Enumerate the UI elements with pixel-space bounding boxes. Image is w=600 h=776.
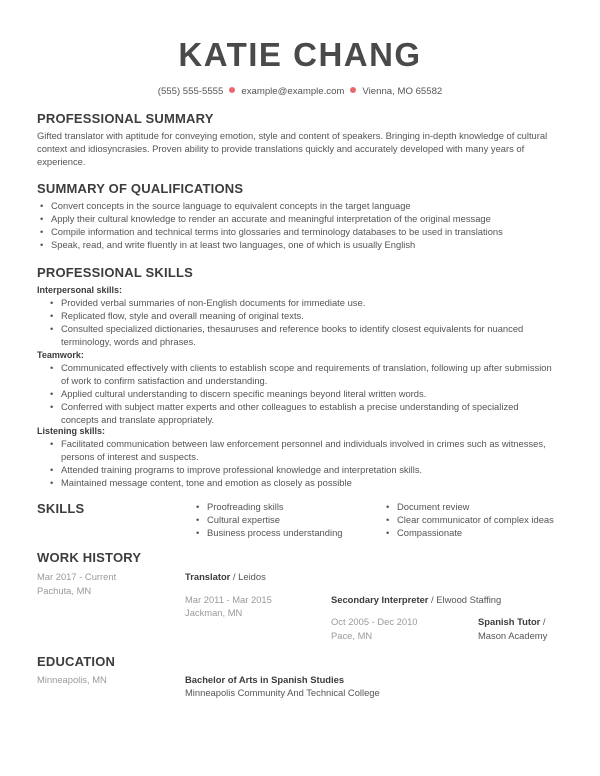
professional-skills-heading: PROFESSIONAL SKILLS	[37, 265, 193, 280]
job-title-line: Spanish Tutor /	[478, 616, 546, 627]
contact-line	[0, 86, 600, 97]
location: Vienna, MO 65582	[362, 86, 443, 97]
job-location: Pace, MN	[331, 630, 373, 641]
list-item: • Attended training programs to improve professional knowledge and interpretation skills.	[47, 463, 546, 476]
phone: (555) 555-5555	[157, 86, 224, 97]
list-item: • Apply their cultural knowledge to render an accurate and meaningful interpretation of the original message	[37, 212, 503, 225]
candidate-name: KATIE CHANG	[178, 36, 422, 73]
list-item: • Compassionate	[383, 526, 554, 539]
list-item: • Convert concepts in the source language to equivalent concepts in the target language	[37, 199, 503, 212]
list-item: • Communicated effectively with clients to establish scope and requirements of translation, following up after submission of work to confirm satisfaction and understanding.	[47, 361, 552, 387]
skill-group-list	[47, 296, 523, 348]
list-item: • Provided verbal summaries of non-English documents for immediate use.	[47, 296, 523, 309]
list-item: • Consulted specialized dictionaries, thesauruses and reference books to identify closest equivalents for nuanced terminology, words and phrases.	[47, 322, 523, 348]
job-company: Mason Academy	[478, 630, 548, 641]
qualifications-list	[37, 199, 503, 251]
summary-heading: PROFESSIONAL SUMMARY	[37, 111, 214, 126]
education-heading: EDUCATION	[37, 654, 116, 669]
job-dates: Mar 2011 - Mar 2015	[185, 594, 272, 605]
list-item: • Proofreading skills	[193, 500, 343, 513]
skill-group-title: Interpersonal skills:	[37, 285, 123, 295]
list-item: • Conferred with subject matter experts and other colleagues to establish a precise understanding of specialized concepts and translate appropriately.	[47, 400, 552, 426]
summary-text: Gifted translator with aptitude for conveying emotion, style and content of speakers. Bringing in-depth knowledge of cultural context and idiosyncrasies. Proven ability to provide translations quickly and accurately developed with many years of experience.	[37, 130, 548, 167]
job-dates: Oct 2005 - Dec 2010	[331, 616, 418, 627]
list-item: • Facilitated communication between law enforcement personnel and individuals involved in crimes such as witnesses, persons of interest and suspects.	[47, 437, 546, 463]
separator-dot-icon	[350, 87, 356, 93]
job-title-line: Secondary Interpreter / Elwood Staffing	[331, 594, 502, 605]
school: Minneapolis Community And Technical College	[185, 687, 380, 698]
list-item: • Replicated flow, style and overall meaning of original texts.	[47, 309, 523, 322]
skills-column-2	[383, 500, 554, 539]
email: example@example.com	[241, 86, 345, 97]
job-dates: Mar 2017 - Current	[37, 571, 117, 582]
job-title-line: Translator / Leidos	[185, 571, 266, 582]
skill-group-title: Listening skills:	[37, 426, 106, 436]
list-item: • Document review	[383, 500, 554, 513]
list-item: • Speak, read, and write fluently in at least two languages, one of which is usually English	[37, 238, 503, 251]
degree: Bachelor of Arts in Spanish Studies	[185, 674, 345, 685]
list-item: • Clear communicator of complex ideas	[383, 513, 554, 526]
skills-heading: SKILLS	[37, 501, 85, 516]
job-location: Pachuta, MN	[37, 585, 92, 596]
education-location: Minneapolis, MN	[37, 674, 107, 685]
list-item: • Cultural expertise	[193, 513, 343, 526]
list-item: • Maintained message content, tone and emotion as closely as possible	[47, 476, 546, 489]
skills-column-1	[193, 500, 343, 539]
skill-group-title: Teamwork:	[37, 350, 84, 360]
skill-group-list	[47, 361, 552, 426]
qualifications-heading: SUMMARY OF QUALIFICATIONS	[37, 181, 244, 196]
list-item: • Applied cultural understanding to discern specific meanings beyond literal written words.	[47, 387, 552, 400]
list-item: • Business process understanding	[193, 526, 343, 539]
work-history-heading: WORK HISTORY	[37, 550, 142, 565]
job-location: Jackman, MN	[185, 607, 243, 618]
separator-dot-icon	[229, 87, 235, 93]
list-item: • Compile information and technical terms into glossaries and terminology databases to be used in translations	[37, 225, 503, 238]
skill-group-list	[47, 437, 546, 489]
